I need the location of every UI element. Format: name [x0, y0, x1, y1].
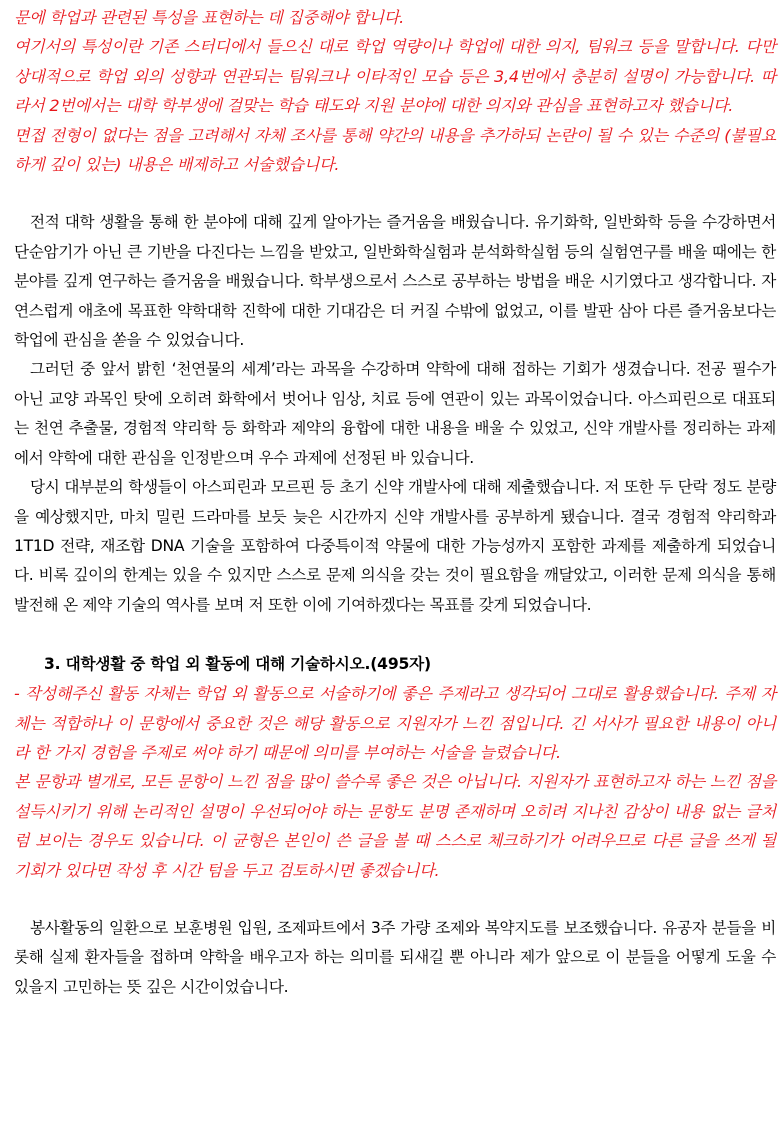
feedback-paragraph: 문에 학업과 관련된 특성을 표현하는 데 집중해야 합니다.: [14, 8, 404, 27]
feedback-paragraph: - 작성해주신 활동 자체는 학업 외 활동으로 서술하기에 좋은 주제라고 생각되어 그대로 활용했습니다. 주제 자체는 적합하나 이 문항에서 중요한 것은 해당 활동으로 지원자가 느낀 점입니다. 긴 서사가 필요한 내용이 아니라 한 가지 경험을 주제로 써야 하기 때문에 의미를 부여하는 서술을 늘렸습니다.: [14, 684, 776, 762]
question-heading: 3. 대학생활 중 학업 외 활동에 대해 기술하시오.(495자): [44, 655, 431, 674]
answer-paragraph: 봉사활동의 일환으로 보훈병원 입원, 조제파트에서 3주 가량 조제와 복약지도를 보조했습니다. 유공자 분들을 비롯해 실제 환자들을 접하며 약학을 배우고자 하는 의미를 되새길 뿐 아니라 제가 앞으로 이 분들을 어떻게 도울 수 있을지 고민하는 뜻 깊은 시간이었습니다.: [14, 918, 776, 996]
answer-paragraph: 당시 대부분의 학생들이 아스피린과 모르핀 등 초기 신약 개발사에 대해 제출했습니다. 저 또한 두 단락 정도 분량을 예상했지만, 마치 밀린 드라마를 보듯 늦은 시간까지 신약 개발사를 공부하게 됐습니다. 결국 경험적 약리학과 1T1D 전략, 재조합 DNA 기술을 포함하여 다중특이적 약물에 대한 가능성까지 포함한 과제를 제출하게 되었습니다. 비록 깊이의 한계는 있을 수 있지만 스스로 문제 의식을 갖는 것이 필요함을 깨달았고, 이러한 문제 의식을 통해 발전해 온 제약 기술의 역사를 보며 저 또한 이에 기여하겠다는 목표를 갖게 되었습니다.: [14, 478, 776, 614]
feedback-paragraph: 면접 전형이 없다는 점을 고려해서 자체 조사를 통해 약간의 내용을 추가하되 논란이 될 수 있는 수준의 (불필요하게 깊이 있는) 내용은 배제하고 서술했습니다.: [14, 125, 776, 175]
feedback-paragraph: 본 문항과 별개로, 모든 문항이 느낀 점을 많이 쓸수록 좋은 것은 아닙니다. 지원자가 표현하고자 하는 느낀 점을 설득시키기 위해 논리적인 설명이 우선되어야 하는 문항도 분명 존재하며 오히려 지나친 감상이 내용 없는 글처럼 보이는 경우도 있습니다. 이 균형은 본인이 쓴 글을 볼 때 스스로 체크하기가 어려우므로 다른 글을 쓰게 될 기회가 있다면 작성 후 시간 텀을 두고 검토하시면 좋겠습니다.: [14, 772, 776, 880]
spacer: [14, 620, 776, 649]
feedback-paragraph: 여기서의 특성이란 기존 스터디에서 들으신 대로 학업 역량이나 학업에 대한 의지, 팀워크 등을 말합니다. 다만 상대적으로 학업 외의 성향과 연관되는 팀워크나 이타적인 모습 등은 3,4번에서 충분히 설명이 가능합니다. 따라서 2번에서는 대학 학부생에 걸맞는 학습 태도와 지원 분야에 대한 의지와 관심을 표현하고자 했습니다.: [14, 37, 776, 116]
answer-paragraph: 전적 대학 생활을 통해 한 분야에 대해 깊게 알아가는 즐거움을 배웠습니다. 유기화학, 일반화학 등을 수강하면서 단순암기가 아닌 큰 기반을 다진다는 느낌을 받았고, 일반화학실험과 분석화학실험 등의 실험연구를 배울 때에는 한 분야를 깊게 연구하는 즐거움을 배웠습니다. 학부생으로서 스스로 공부하는 방법을 배운 시기였다고 생각합니다. 자연스럽게 애초에 목표한 약학대학 진학에 대한 기대감은 더 커질 수밖에 없었고, 이를 발판 삼아 다른 즐거움보다는 학업에 관심을 쏟을 수 있었습니다.: [14, 213, 776, 350]
spacer: [14, 179, 776, 208]
spacer: [14, 885, 776, 914]
answer-paragraph: 그러던 중 앞서 밝힌 ‘천연물의 세계’라는 과목을 수강하며 약학에 대해 접하는 기회가 생겼습니다. 전공 필수가 아닌 교양 과목인 탓에 오히려 화학에서 벗어나 임상, 치료 등에 연관이 있는 과목이었습니다. 아스피린으로 대표되는 천연 추출물, 경험적 약리학 등 화학과 제약의 융합에 대한 내용을 배울 수 있었고, 신약 개발사를 정리하는 과제에서 약학에 대한 관심을 인정받으며 우수 과제에 선정된 바 있습니다.: [14, 360, 776, 467]
